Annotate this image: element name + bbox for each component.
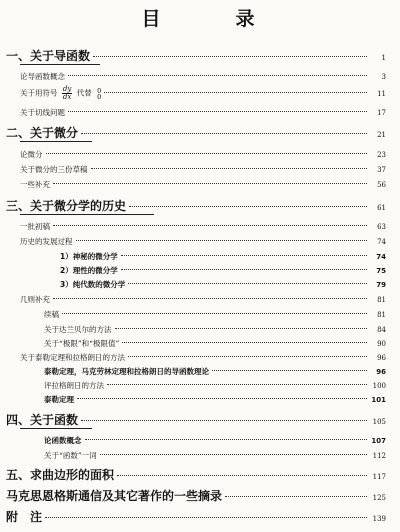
- toc-item[interactable]: [20, 221, 386, 232]
- page-number: 17: [377, 109, 386, 117]
- toc-label-tail: 代替: [76, 88, 92, 98]
- leader-dots: [76, 240, 368, 241]
- toc-label: 2）理性的微分学: [60, 266, 118, 275]
- leader-dots: [100, 454, 367, 455]
- leader-dots: [53, 225, 367, 226]
- section-underline: [20, 214, 154, 215]
- toc-item[interactable]: [44, 324, 386, 335]
- fraction-dy-dx: [62, 86, 72, 101]
- page-number: 79: [376, 281, 386, 289]
- page-number: 96: [376, 368, 386, 376]
- leader-dots: [117, 475, 367, 476]
- leader-dots: [128, 283, 367, 284]
- page-number: 74: [377, 238, 386, 246]
- toc-item[interactable]: [44, 309, 386, 320]
- toc-label: 几则补充: [20, 295, 50, 304]
- page-number: 61: [377, 204, 386, 212]
- toc-section-function[interactable]: [6, 411, 386, 428]
- leader-dots: [81, 420, 367, 421]
- page-number: 3: [381, 73, 386, 81]
- page-number: 11: [377, 89, 386, 98]
- toc-label: 泰勒定理，马克劳林定理和拉格朗日的导函数理论: [44, 367, 209, 376]
- page-number: 117: [372, 473, 386, 481]
- page-number: 75: [376, 267, 386, 275]
- leader-dots: [115, 328, 368, 329]
- toc-label: 一些补充: [20, 180, 50, 189]
- page-number: 23: [377, 151, 386, 159]
- toc-item[interactable]: [44, 450, 386, 461]
- section-underline: [20, 141, 92, 142]
- page-number: 105: [372, 418, 386, 426]
- toc-label: 泰勒定理: [44, 395, 74, 404]
- section-underline: [20, 428, 92, 429]
- toc-label: 一批初稿: [20, 222, 50, 231]
- page-number: 63: [377, 223, 386, 231]
- toc-section-notes[interactable]: [6, 508, 386, 525]
- toc-section-area[interactable]: [6, 466, 386, 483]
- toc-label: 评拉格朗日的方法: [44, 381, 104, 390]
- toc-item[interactable]: [20, 164, 386, 175]
- toc-label: 续稿: [44, 310, 59, 319]
- leader-dots: [45, 517, 367, 518]
- page-number: 139: [372, 515, 386, 523]
- toc-item[interactable]: [60, 251, 386, 262]
- leader-dots: [121, 269, 367, 270]
- toc-label: 关于“极限”和“极限值”: [44, 339, 120, 348]
- page-number: 107: [371, 437, 386, 445]
- toc-label: 马克思恩格斯通信及其它著作的一些摘录: [6, 489, 223, 503]
- toc-item[interactable]: [20, 179, 386, 190]
- leader-dots: [129, 206, 367, 207]
- section-underline: [20, 64, 100, 65]
- leader-dots: [121, 255, 367, 256]
- toc-label: 论函数概念: [44, 436, 82, 445]
- page-number: 74: [376, 253, 386, 261]
- fraction-denominator: dx: [62, 93, 72, 101]
- leader-dots: [53, 183, 367, 184]
- toc-label: 历史的发展过程: [20, 237, 73, 246]
- leader-dots: [62, 313, 367, 314]
- page-number: 56: [377, 181, 386, 189]
- toc-item[interactable]: [60, 265, 386, 276]
- fraction-numerator: dy: [62, 85, 72, 93]
- toc-item[interactable]: [20, 294, 386, 305]
- toc-label: 关于“函数”一词: [44, 451, 97, 460]
- toc-label-prefix: 关于用符号: [20, 88, 58, 98]
- toc-item[interactable]: [20, 71, 386, 82]
- fraction-zero-over-zero: [97, 88, 101, 100]
- toc-item[interactable]: [44, 394, 386, 405]
- toc-label: 3）纯代数的微分学: [60, 280, 126, 289]
- fraction-denominator: 0: [97, 92, 102, 101]
- toc-label: 二、关于微分: [6, 126, 79, 140]
- fraction-numerator: 0: [97, 86, 102, 95]
- toc-label: 1）神秘的微分学: [60, 252, 118, 261]
- page-number: 1: [381, 54, 386, 62]
- toc-section-history[interactable]: [6, 197, 386, 214]
- leader-dots: [46, 153, 368, 154]
- leader-dots: [128, 356, 367, 357]
- toc-item[interactable]: [20, 236, 386, 247]
- page-number: 112: [372, 452, 386, 460]
- leader-dots: [68, 75, 367, 76]
- toc-label: 附 注: [6, 510, 43, 524]
- toc-label: [20, 86, 101, 101]
- toc-label: 一、关于导函数: [6, 49, 91, 63]
- toc-label: 关于切线问题: [20, 108, 65, 117]
- toc-item[interactable]: [44, 338, 386, 349]
- leader-dots: [107, 384, 367, 385]
- page-number: 90: [377, 340, 386, 348]
- toc-label: 论导函数概念: [20, 72, 65, 81]
- toc-label: 五、求曲边形的面积: [6, 468, 115, 482]
- toc-section-differential[interactable]: [6, 124, 386, 141]
- toc-item[interactable]: [20, 352, 386, 363]
- toc-label: 关于达兰贝尔的方法: [44, 325, 112, 334]
- page-title: 目 录: [141, 8, 283, 30]
- leader-dots: [93, 56, 367, 57]
- toc-item[interactable]: [60, 279, 386, 290]
- page-number: 21: [377, 131, 386, 139]
- leader-dots: [53, 298, 367, 299]
- page-number: 96: [377, 354, 386, 362]
- leader-dots: [91, 168, 368, 169]
- toc-item[interactable]: [20, 107, 386, 118]
- toc-item[interactable]: [44, 366, 386, 377]
- toc-item[interactable]: [44, 380, 386, 391]
- toc-label: 三、关于微分学的历史: [6, 199, 127, 213]
- toc-label: 关于泰勒定理和拉格朗日的方法: [20, 353, 125, 362]
- toc-item[interactable]: [20, 86, 386, 101]
- page-number: 101: [371, 396, 386, 404]
- toc-label: 论微分: [20, 150, 43, 159]
- toc-item[interactable]: [20, 149, 386, 160]
- leader-dots: [225, 496, 367, 497]
- leader-dots: [85, 439, 368, 440]
- toc-section-excerpts[interactable]: [6, 487, 386, 504]
- toc-label: 关于微分的三份草稿: [20, 165, 88, 174]
- toc-label: 四、关于函数: [6, 413, 79, 427]
- leader-dots: [122, 342, 367, 343]
- toc-item[interactable]: [44, 435, 386, 446]
- leader-dots: [77, 398, 367, 399]
- page-number: 81: [377, 311, 386, 319]
- leader-dots: [104, 92, 367, 93]
- leader-dots: [212, 370, 367, 371]
- leader-dots: [68, 111, 367, 112]
- toc-section-derivative[interactable]: [6, 47, 386, 64]
- page-number: 100: [372, 382, 386, 390]
- leader-dots: [81, 133, 367, 134]
- page-number: 84: [377, 326, 386, 334]
- page-number: 81: [377, 296, 386, 304]
- page-number: 125: [372, 494, 386, 502]
- page-number: 37: [377, 166, 386, 174]
